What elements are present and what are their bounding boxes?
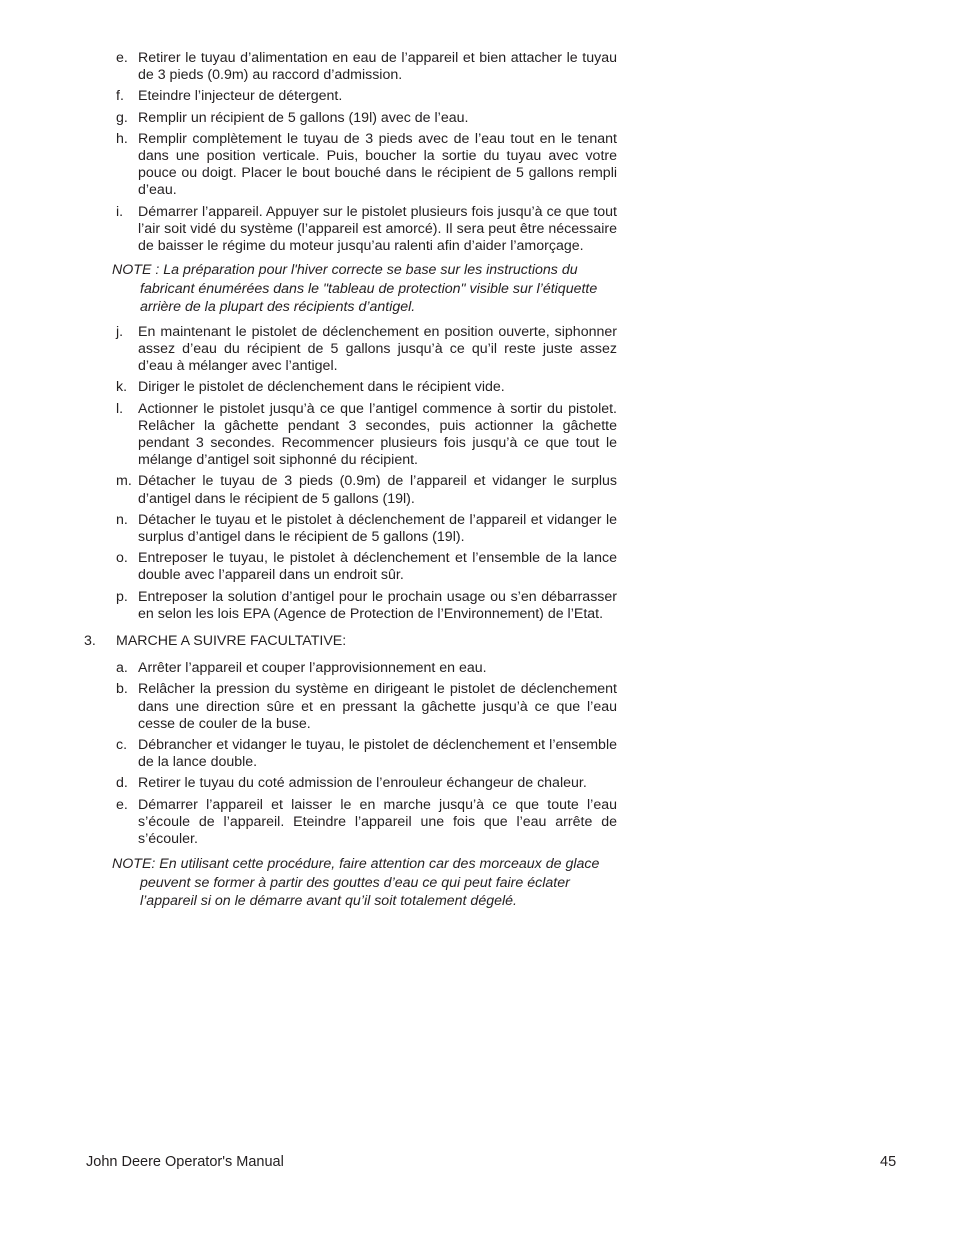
item-text: Entreposer la solution d’antigel pour le prochain usage ou s’en débarrasser en selon les lois EPA (Agence de Protection de l’Environnement) de l’Etat.: [138, 588, 617, 622]
list-item: [116, 589, 617, 623]
item-text: En maintenant le pistolet de déclenchement en position ouverte, siphonner assez d’eau du récipient de 5 gallons jusqu’à ce qu’il reste juste assez d’eau à mélanger avec l’antigel.: [138, 323, 617, 375]
list-item: [116, 131, 617, 200]
item-label: b.: [116, 681, 128, 698]
item-text: Entreposer le tuyau, le pistolet à déclenchement et l’ensemble de la lance double avec l’appareil dans un endroit sûr.: [138, 550, 617, 584]
item-text: Retirer le tuyau d’alimentation en eau de l’appareil et bien attacher le tuyau de 3 pieds (0.9m) au raccord d’admission.: [138, 50, 617, 84]
item-text: Détacher le tuyau de 3 pieds (0.9m) de l’appareil et vidanger le surplus d’antigel dans le récipient de 5 gallons (19l).: [138, 473, 617, 507]
list-item: [116, 110, 617, 127]
item-label: a.: [116, 660, 128, 677]
item-label: h.: [116, 130, 128, 147]
item-label: k.: [116, 379, 128, 396]
list-item: [116, 512, 617, 546]
item-label: g.: [116, 109, 128, 126]
item-label: p.: [116, 588, 128, 605]
item-text: Retirer le tuyau du coté admission de l’enrouleur échangeur de chaleur.: [138, 775, 587, 792]
item-label: d.: [116, 775, 128, 792]
footer-manual-title: John Deere Operator's Manual: [86, 1154, 284, 1170]
item-label: e.: [116, 50, 128, 66]
item-text: Diriger le pistolet de déclenchement dans le récipient vide.: [138, 379, 505, 396]
list-item: [116, 88, 617, 105]
item-label: j.: [116, 323, 124, 340]
step-list-2: [116, 324, 617, 623]
item-text: Arrêter l’appareil et couper l’approvisionnement en eau.: [138, 660, 487, 677]
note-caution: NOTE: En utilisant cette procédure, faire attention car des morceaux de glace peuvent se former à partir des gouttes d’eau ce qui peut faire éclater l’appareil si on le démarre avant qu’il soit totalement dégelé.: [112, 856, 600, 910]
item-text: Remplir complètement le tuyau de 3 pieds avec de l’eau tout en le tenant dans une position verticale. Puis, boucher la sortie du tuyau avec votre pouce ou doigt. Placer le bout bouché dans le récipient de 5 gallons rempli d’eau.: [138, 130, 617, 199]
item-text: Actionner le pistolet jusqu’à ce que l’antigel commence à sortir du pistolet. Relâcher la gâchette pendant 3 secondes, puis actionner la gâchette pendant 3 secondes. Recommencer plusieurs fois jusqu’à ce que tout le mélange d’antigel soit siphonné du récipient.: [138, 400, 617, 469]
item-text: Démarrer l’appareil et laisser le en marche jusqu’à ce que toute l’eau s’écoule de l’appareil. Eteindre l’appareil une fois que l’eau arrête de s’écouler.: [138, 796, 617, 848]
item-text: Eteindre l’injecteur de détergent.: [138, 88, 343, 105]
list-item: [116, 204, 617, 256]
item-text: Démarrer l’appareil. Appuyer sur le pistolet plusieurs fois jusqu’à ce que tout l’air soit vidé du système (l’appareil est amorcé). Il sera peut être nécessaire de baisser le régime du moteur jusqu’au ralenti afin d’aider l’amorçage.: [138, 203, 617, 255]
item-text: Remplir un récipient de 5 gallons (19l) avec de l’eau.: [138, 109, 469, 126]
list-item: [116, 660, 617, 677]
item-label: i.: [116, 203, 124, 220]
note-winterizing: NOTE : La préparation pour l'hiver correcte se base sur les instructions du fabricant énumérées dans le "tableau de protection" visible sur l’étiquette arrière de la plupart des récipients d’antigel.: [112, 262, 598, 316]
item-text: Débrancher et vidanger le tuyau, le pistolet de déclenchement et l’ensemble de la lance double.: [138, 737, 617, 771]
main-content: [84, 50, 617, 911]
page-number: 45: [880, 1154, 897, 1170]
list-item: [116, 324, 617, 376]
list-item: [116, 737, 617, 771]
list-item: [116, 401, 617, 470]
list-item: [116, 50, 617, 84]
item-label: l.: [116, 400, 124, 417]
item-label: m.: [116, 473, 132, 490]
list-item: [116, 797, 617, 849]
section-number: 3.: [84, 632, 96, 649]
list-item: [116, 379, 617, 396]
item-text: Détacher le tuyau et le pistolet à déclenchement de l’appareil et vidanger le surplus d’antigel dans le récipient de 5 gallons (19l).: [138, 511, 617, 545]
item-label: c.: [116, 737, 128, 753]
item-label: o.: [116, 550, 128, 567]
list-item: [116, 681, 617, 733]
item-text: Relâcher la pression du système en dirigeant le pistolet de déclenchement dans une direction sûre et en pressant la gâchette jusqu’à ce que l’eau cesse de couler de la buse.: [138, 681, 617, 732]
item-label: f.: [116, 88, 124, 105]
list-item: [116, 775, 617, 792]
section-heading: [84, 633, 617, 650]
list-item: [116, 473, 617, 507]
item-label: e.: [116, 796, 128, 813]
item-label: n.: [116, 511, 128, 528]
list-item: [116, 550, 617, 584]
section-title: MARCHE A SUIVRE FACULTATIVE:: [116, 632, 347, 649]
step-list-1: [116, 50, 617, 255]
step-list-3: [116, 660, 617, 848]
